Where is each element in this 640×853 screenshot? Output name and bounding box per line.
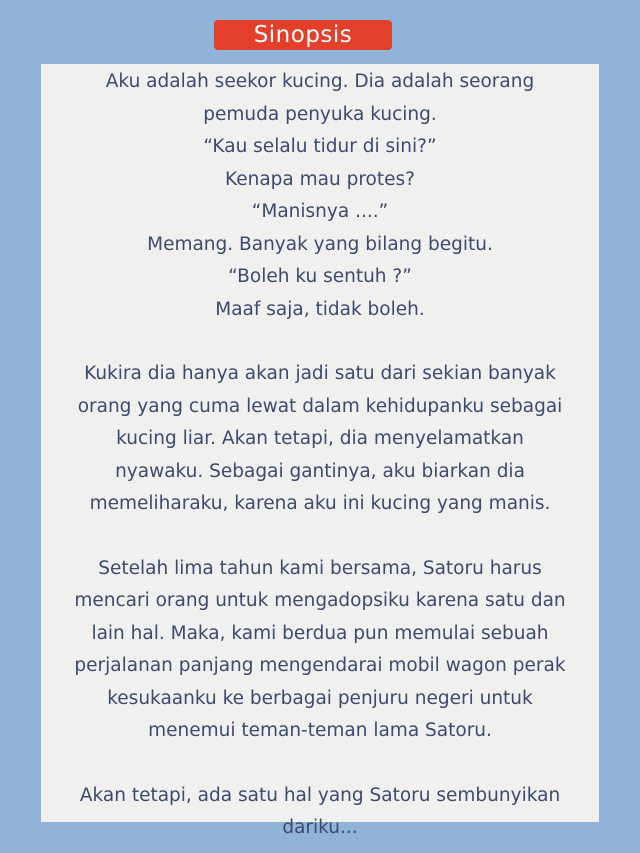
text-line: Maaf saja, tidak boleh. — [215, 298, 425, 320]
text-line: menemui teman-teman lama Satoru. — [148, 720, 492, 741]
paragraph-gap — [41, 748, 599, 780]
synopsis-paragraph-1 — [41, 66, 599, 326]
text-line: “Kau selalu tidur di sini?” — [203, 136, 437, 157]
text-line: Memang. Banyak yang bilang begitu. — [147, 233, 493, 255]
text-line: Setelah lima tahun kami bersama, Satoru harus — [98, 557, 542, 579]
text-line: kesukaanku ke berbagai penjuru negeri untuk — [107, 687, 533, 709]
text-line: Kenapa mau protes? — [225, 168, 415, 190]
text-line: “Manisnya ....” — [251, 201, 389, 222]
synopsis-card — [41, 64, 599, 838]
text-line: Akan tetapi, ada satu hal yang Satoru sembunyikan — [79, 784, 561, 806]
synopsis-paragraph-3 — [41, 553, 599, 748]
text-line: orang yang cuma lewat dalam kehidupanku sebagai — [77, 395, 563, 417]
text-line: memeliharaku, karena aku ini kucing yang manis. — [89, 493, 551, 514]
paragraph-gap — [41, 326, 599, 358]
synopsis-paragraph-4 — [41, 780, 599, 845]
text-line: dariku... — [282, 817, 358, 838]
text-line: pemuda penyuka kucing. — [203, 103, 437, 125]
synopsis-title-badge: Sinopsis — [214, 20, 392, 50]
paragraph-gap — [41, 521, 599, 553]
text-line: perjalanan panjang mengendarai mobil wagon perak — [74, 655, 566, 676]
text-line: kucing liar. Akan tetapi, dia menyelamatkan — [116, 428, 524, 449]
text-line: Aku adalah seekor kucing. Dia adalah seorang — [105, 71, 535, 92]
text-line: “Boleh ku sentuh ?” — [228, 266, 412, 287]
synopsis-paragraph-2 — [41, 358, 599, 521]
text-line: nyawaku. Sebagai gantinya, aku biarkan dia — [115, 460, 525, 482]
text-line: lain hal. Maka, kami berdua pun memulai sebuah — [91, 622, 549, 644]
text-line: Kukira dia hanya akan jadi satu dari sekian banyak — [84, 363, 556, 384]
text-line: mencari orang untuk mengadopsiku karena satu dan — [74, 590, 566, 611]
